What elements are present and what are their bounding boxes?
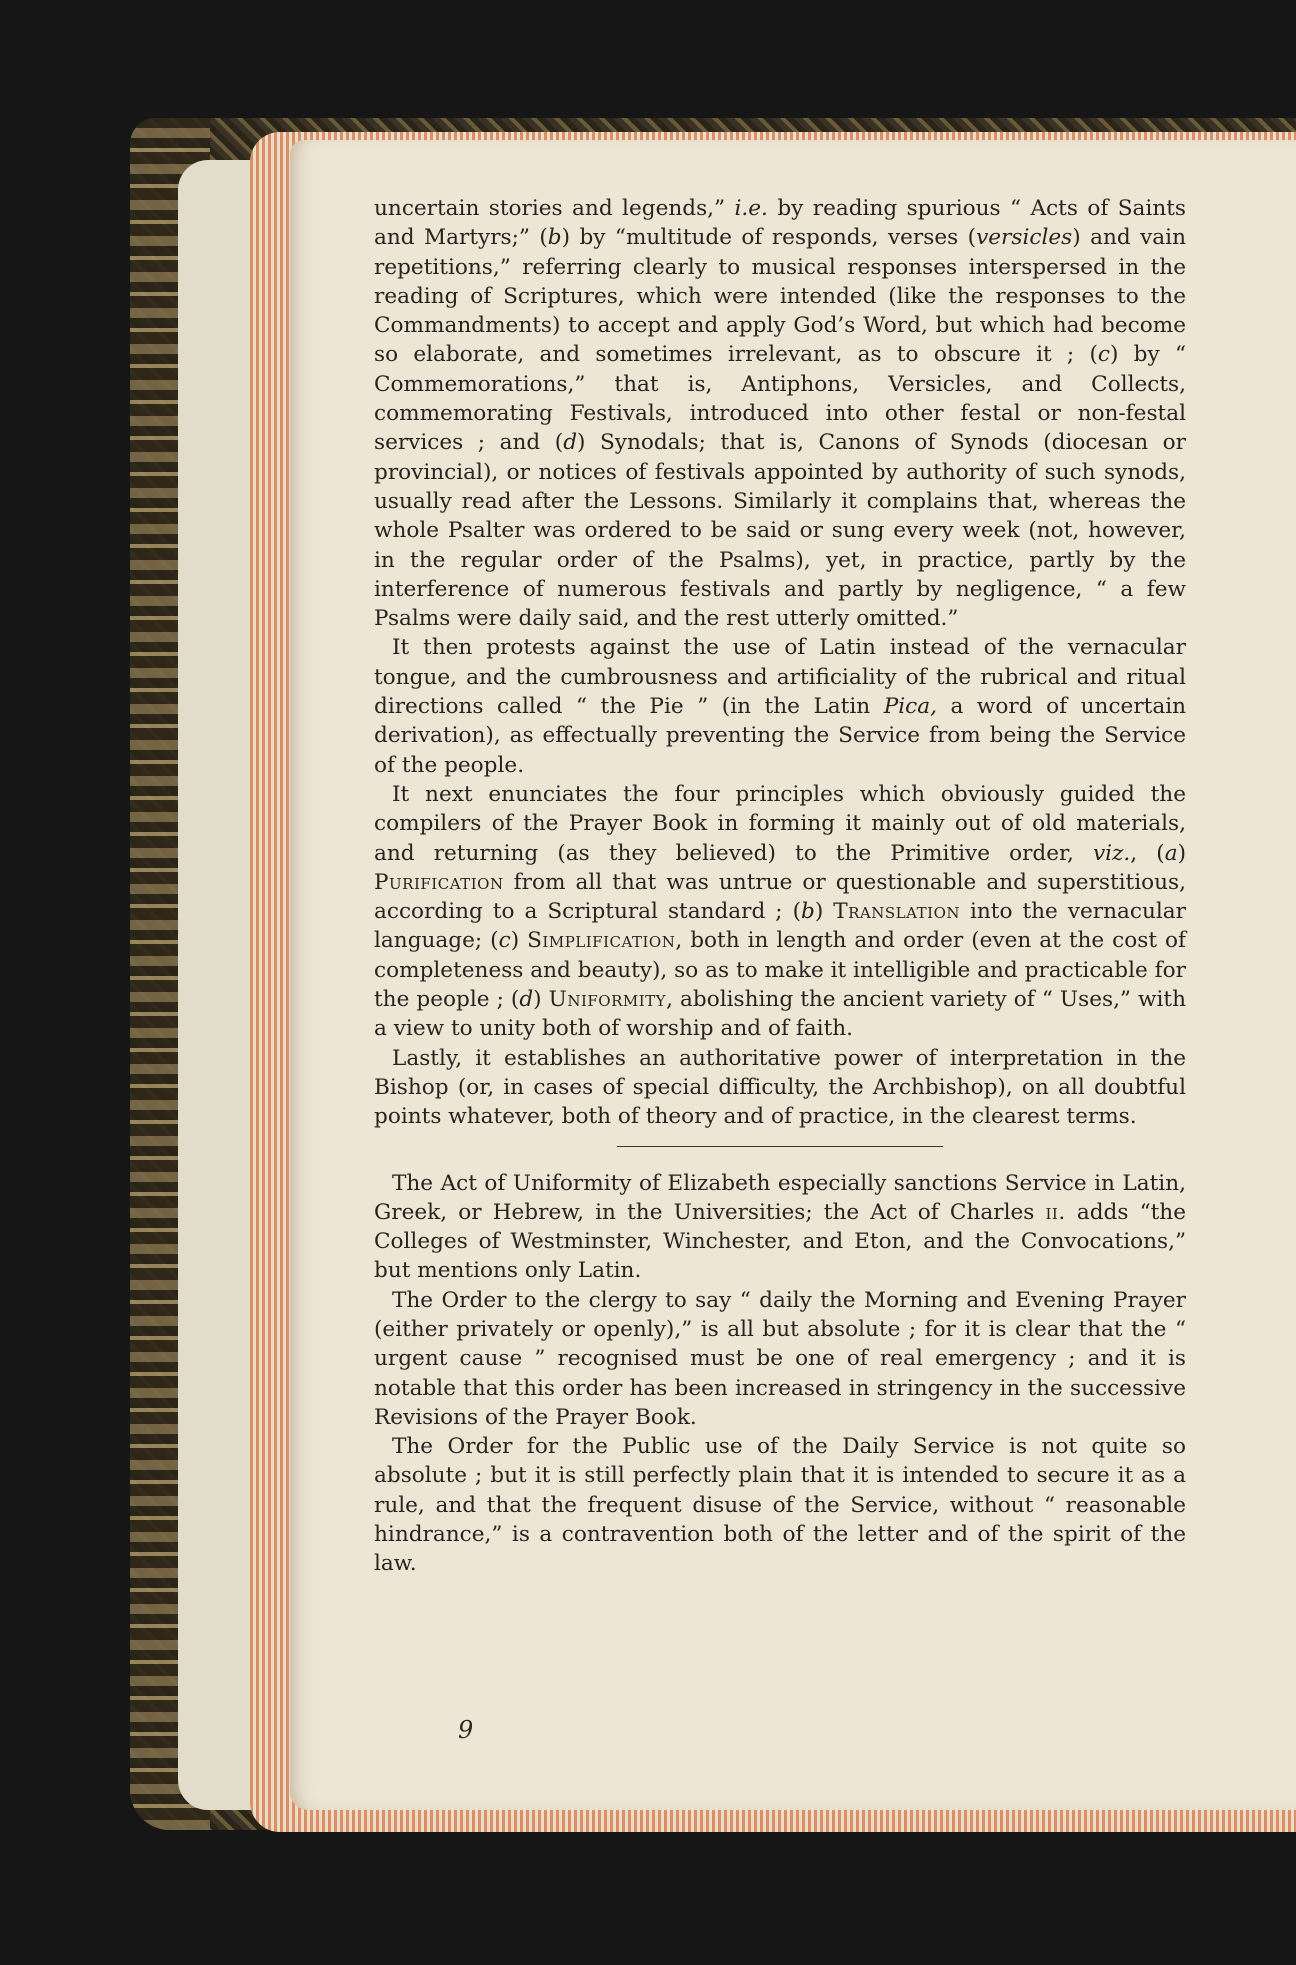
paragraph-1: uncertain stories and legends,” i.e. by reading spurious “ Acts of Saints and Martyrs;” (b) by “multitude of responds, verses (versicles) and vain repetitions,” referring clearly to musical responses interspersed in the reading of Scriptures, which were intended (like the responses to the Commandments) to accept and apply God’s Word, but which had become so elaborate, and sometimes irrelevant, as to obscure it ; (c) by “ Commemorations,” that is, Antiphons, Versicles, and Collects, commemorating Festivals, introduced into other festal or non-festal services ; and (d) Synodals; that is, Canons of Synods (diocesan or provincial), or notices of festivals appointed by authority of such synods, usually read after the Lessons. Similarly it complains that, whereas the whole Psalter was ordered to be said or sung every week (not, however, in the regular order of the Psalms), yet, in practice, partly by the interference of numerous festivals and partly by negligence, “ a few Psalms were daily said, and the rest utterly omitted.” — [374, 196, 1187, 632]
paragraph-6: The Order to the clergy to say “ daily the Morning and Evening Prayer (either privately or openly),” is all but absolute ; for it is clear that the “ urgent cause ” recognised must be one of real emergency ; and it is notable that this order has been increased in stringency in the successive Revisions of the Prayer Book. — [374, 1287, 1186, 1430]
book-page — [290, 140, 1296, 1810]
section-divider — [617, 1146, 943, 1147]
paragraph-5: The Act of Uniformity of Elizabeth especially sanctions Service in Latin, Greek, or Hebrew, in the Universities; the Act of Charles ii. adds “the Colleges of Westminster, Winchester, and Eton, and the Convocations,” but mentions only Latin. — [374, 1170, 1186, 1284]
paragraph-2: It then protests against the use of Latin instead of the vernacular tongue, and the cumbrousness and artificiality of the rubrical and ritual directions called “ the Pie ” (in the Latin Pica, a word of uncertain derivation), as effectually preventing the Service from being the Service of the people. — [374, 635, 1187, 778]
page-number: 9 — [458, 1716, 474, 1744]
page-text — [374, 194, 1186, 1579]
paragraph-3: It next enunciates the four principles which obviously guided the compilers of the Prayer Book in forming it mainly out of old materials, and returning (as they believed) to the Primitive order, viz., (a) Purification from all that was untrue or questionable and superstitious, according to a Scriptural standard ; (b) Translation into the vernacular language; (c) Simplification, both in length and order (even at the cost of completeness and beauty), so as to make it intelligible and practicable for the people ; (d) Uniformity, abolishing the ancient variety of “ Uses,” with a view to unity both of worship and of faith. — [374, 781, 1187, 1042]
paragraph-4: Lastly, it establishes an authoritative power of interpretation in the Bishop (or, in cases of special difficulty, the Archbishop), on all doubtful points whatever, both of theory and of practice, in the clearest terms. — [374, 1045, 1186, 1130]
paragraph-7: The Order for the Public use of the Daily Service is not quite so absolute ; but it is still perfectly plain that it is intended to secure it as a rule, and that the frequent disuse of the Service, without “ reasonable hindrance,” is a contravention both of the letter and of the spirit of the law. — [374, 1434, 1186, 1577]
